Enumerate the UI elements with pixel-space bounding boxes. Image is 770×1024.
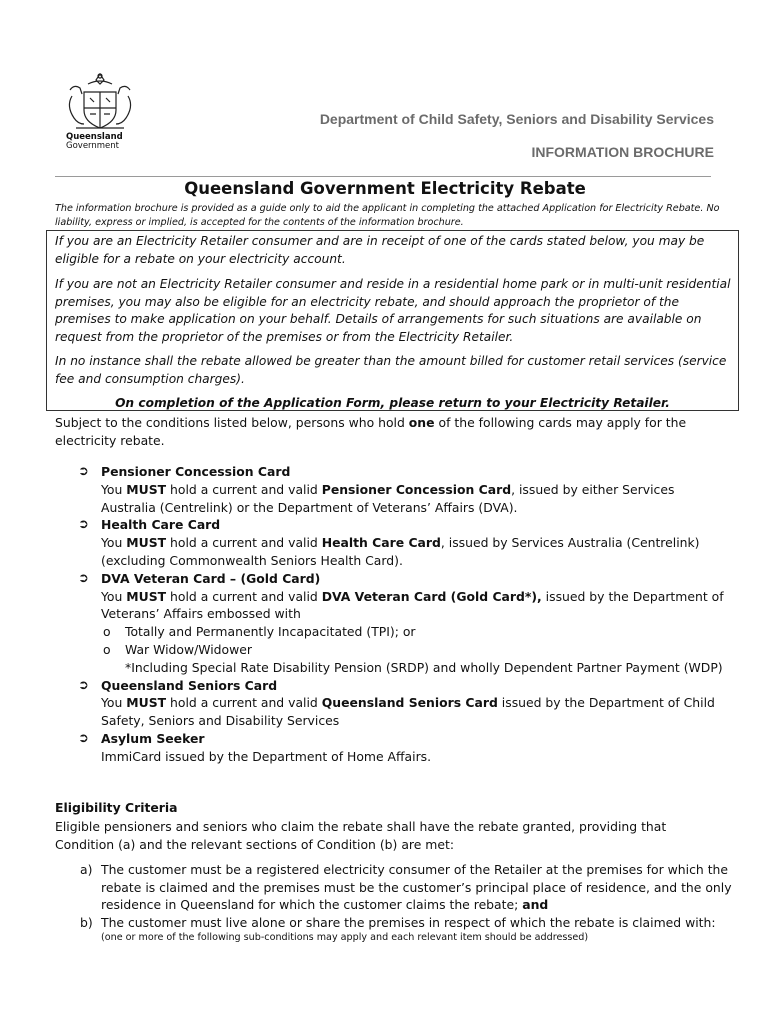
card-description	[101, 534, 728, 570]
card-title: Queensland Seniors Card	[101, 677, 278, 693]
must-emphasis: MUST	[126, 481, 167, 497]
eligibility-heading: Eligibility Criteria	[55, 800, 178, 815]
card-description	[101, 481, 728, 517]
notice-return-instruction: On completion of the Application Form, please return to your Electricity Retailer.	[115, 396, 670, 410]
list-item	[78, 463, 728, 516]
card-name-emphasis: Health Care Card	[321, 535, 441, 551]
arrow-bullet-icon: ➲	[78, 570, 89, 586]
department-name: Department of Child Safety, Seniors and Disability Services	[319, 111, 714, 127]
card-title: DVA Veteran Card – (Gold Card)	[101, 570, 321, 586]
card-name-emphasis: DVA Veteran Card (Gold Card*),	[321, 588, 542, 604]
sub-item-text: War Widow/Widower	[125, 641, 252, 657]
sub-item-text: Totally and Permanently Incapacitated (TPI); or	[125, 624, 416, 640]
card-desc-text: You	[101, 535, 127, 551]
header-divider	[55, 176, 711, 177]
sub-list-item	[78, 623, 728, 641]
card-desc-text: hold a current and valid	[166, 588, 322, 604]
arrow-bullet-icon: ➲	[78, 730, 89, 746]
list-item	[78, 570, 728, 623]
condition-marker: b)	[80, 914, 93, 930]
card-title: Pensioner Concession Card	[101, 464, 291, 479]
card-desc-text: , issued by Services Australia (Centrelink) (excluding Commonwealth Seniors Health Card).	[101, 535, 700, 568]
condition-marker: a)	[80, 862, 93, 877]
conditions-list	[80, 861, 735, 945]
notice-paragraph-limit: In no instance shall the rebate allowed be greater than the amount billed for customer retail services (service fee and consumption charges).	[55, 354, 727, 386]
card-name-emphasis: Queensland Seniors Card	[321, 695, 498, 711]
eligible-cards-list	[78, 463, 728, 766]
card-description	[101, 694, 728, 730]
page-title: Queensland Government Electricity Rebate	[184, 179, 586, 198]
arrow-bullet-icon: ➲	[78, 517, 89, 533]
disclaimer: The information brochure is provided as a guide only to aid the applicant in completing the attached Application for Electricity Rebate. No liability, express or implied, is accepted for the contents of the information brochure.	[55, 203, 720, 228]
logo-wordmark	[66, 133, 123, 151]
condition-and: and	[522, 897, 549, 913]
condition-item-b	[80, 914, 735, 946]
sub-list-item	[78, 641, 728, 659]
document-type: INFORMATION BROCHURE	[531, 144, 714, 160]
intro-emphasis: one	[408, 415, 435, 430]
circle-bullet-icon: o	[103, 624, 111, 640]
notice-paragraph-retailer: If you are an Electricity Retailer consumer and are in receipt of one of the cards stated below, you may be eligible for a rebate on your electricity account.	[55, 234, 705, 266]
card-desc-text: You	[101, 588, 127, 604]
card-desc-text: , issued by either Services Australia (Centrelink) or the Department of Veterans’ Affairs (DVA).	[101, 481, 675, 515]
list-item	[78, 730, 728, 766]
card-desc-text: hold a current and valid	[166, 695, 322, 711]
intro-text-start: Subject to the conditions listed below, persons who hold	[55, 415, 409, 430]
logo-text-queensland: Queensland	[66, 132, 123, 142]
card-desc-text: You	[101, 481, 127, 497]
arrow-bullet-icon: ➲	[78, 464, 89, 479]
must-emphasis: MUST	[126, 695, 167, 711]
intro-paragraph	[55, 414, 725, 450]
card-desc-text: hold a current and valid	[166, 481, 322, 497]
card-desc-text: issued by the Department of Child Safety, Seniors and Disability Services	[101, 695, 715, 729]
arrow-bullet-icon: ➲	[78, 677, 89, 693]
condition-text: The customer must live alone or share the premises in respect of which the rebate is claimed with:	[101, 914, 716, 930]
list-item	[78, 677, 728, 730]
card-name-emphasis: Pensioner Concession Card	[321, 481, 512, 497]
condition-note: (one or more of the following sub-conditions may apply and each relevant item should be addressed)	[101, 932, 589, 944]
card-desc-text: issued by the Department of Veterans’ Affairs embossed with	[101, 588, 724, 622]
eligibility-paragraph: Eligible pensioners and seniors who claim the rebate shall have the rebate granted, providing that Condition (a) and the relevant sections of Condition (b) are met:	[55, 819, 667, 852]
footnote: *Including Special Rate Disability Pension (SRDP) and wholly Dependent Partner Payment (WDP)	[125, 659, 723, 675]
notice-paragraph-non-retailer: If you are not an Electricity Retailer consumer and reside in a residential home park or in multi-unit residential premises, you may also be eligible for an electricity rebate, and should approach the proprietor of the premises to make application on your behalf. Details of arrangements for such situations are available on request from the proprietor of the premises or from the Electricity Retailer.	[55, 277, 731, 344]
condition-text: The customer must be a registered electricity consumer of the Retailer at the premises for which the rebate is claimed and the premises must be the customer’s principal place of residence, and the only residence in Queensland for which the customer claims the rebate;	[101, 862, 732, 913]
intro-text-end: of the following cards may apply for the electricity rebate.	[55, 415, 687, 448]
card-title: Health Care Card	[101, 517, 221, 533]
card-title: Asylum Seeker	[101, 730, 205, 746]
logo-text-government: Government	[66, 141, 120, 151]
condition-item-a	[80, 861, 735, 914]
list-item	[78, 516, 728, 569]
circle-bullet-icon: o	[103, 641, 111, 657]
card-desc-text: You	[101, 695, 127, 711]
card-description	[101, 588, 728, 624]
card-desc-text: hold a current and valid	[166, 535, 322, 551]
must-emphasis: MUST	[126, 588, 167, 604]
must-emphasis: MUST	[126, 535, 167, 551]
card-description: ImmiCard issued by the Department of Home Affairs.	[101, 748, 432, 764]
